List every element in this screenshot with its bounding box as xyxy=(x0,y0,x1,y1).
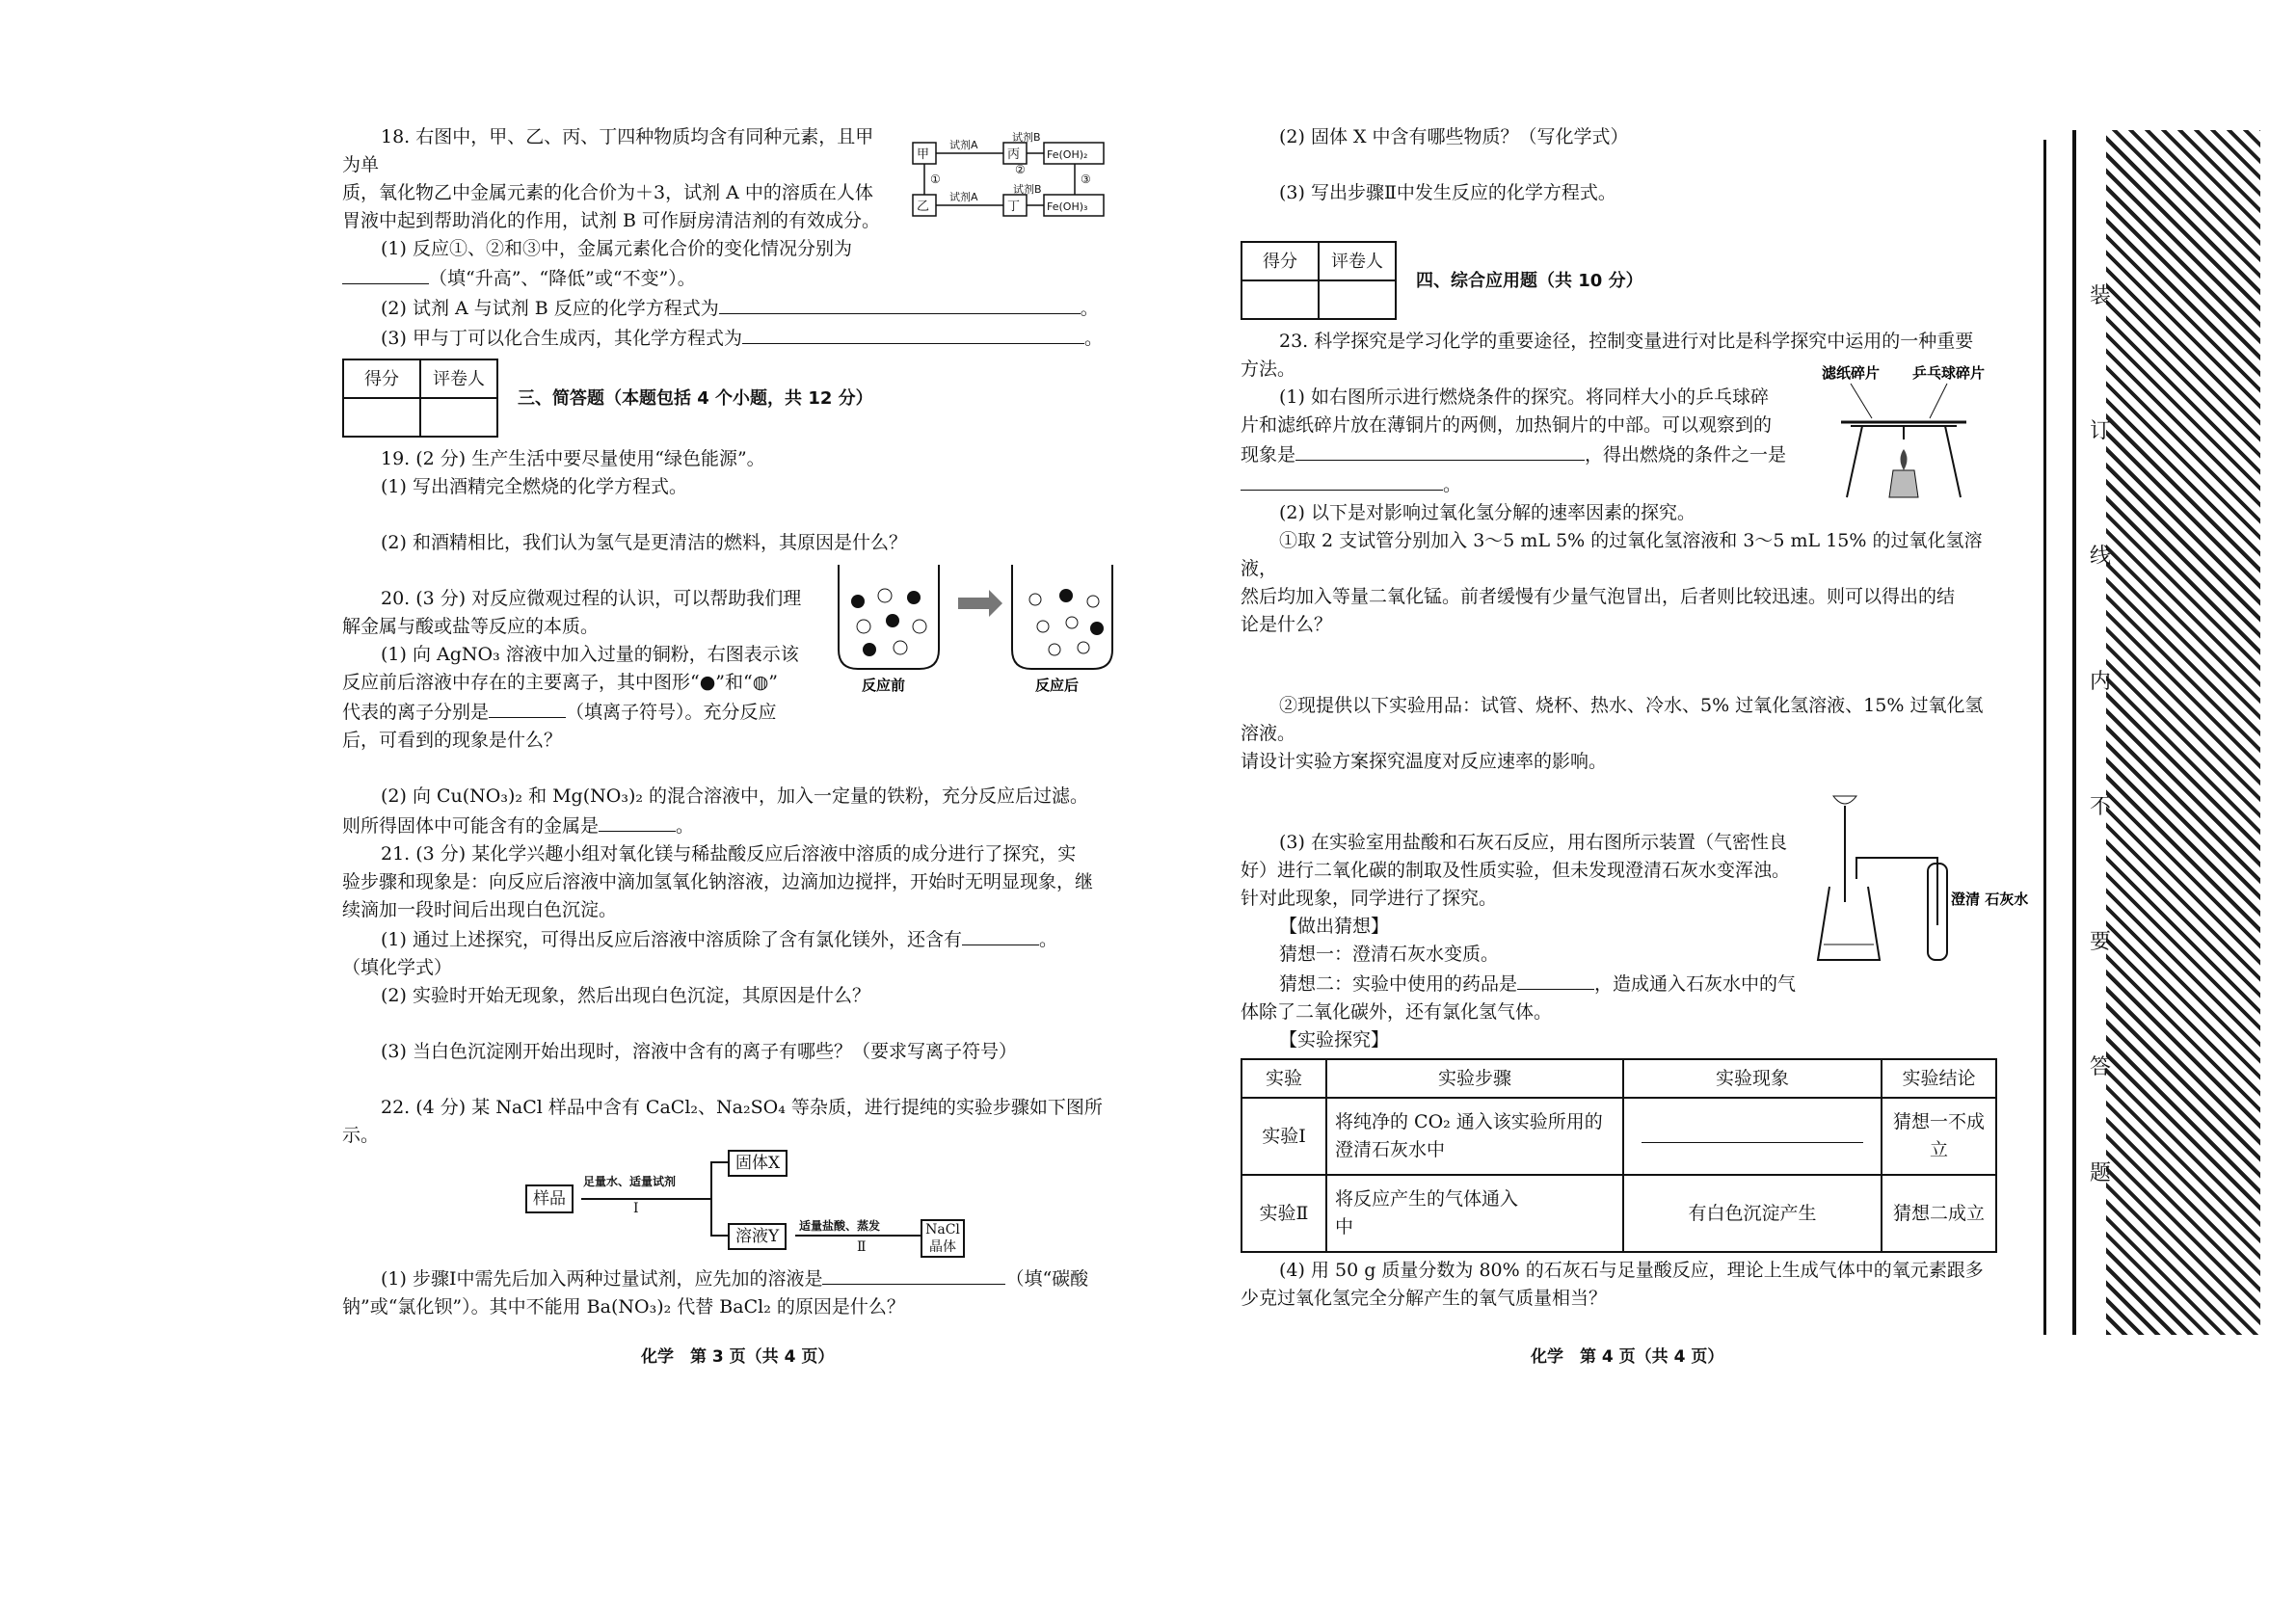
flow-branch xyxy=(710,1161,712,1235)
score-table xyxy=(342,359,498,438)
q21-part-2: (2) 实验时开始无现象，然后出现白色沉淀，其原因是什么？ xyxy=(381,985,870,1006)
flow-nacl-crystal: NaCl 晶体 xyxy=(921,1219,965,1258)
footer-page-3: 化学 第 3 页（共 4 页） xyxy=(641,1347,835,1367)
period: 。 xyxy=(1080,298,1099,319)
flow-roman-1: Ⅰ xyxy=(633,1201,639,1216)
period: 。 xyxy=(1038,929,1057,950)
score-cell[interactable] xyxy=(1241,280,1319,319)
label-feoh2: Fe(OH)₂ xyxy=(1047,148,1088,161)
beaker-after xyxy=(1012,565,1112,669)
q18-part-1b-text: （填“升高”、“降低”或“不变”）。 xyxy=(429,268,696,289)
table-row xyxy=(1241,1175,1996,1252)
binding-line-outer xyxy=(2043,140,2046,1335)
experiment-table xyxy=(1241,1058,1997,1253)
q19-part-1: (1) 写出酒精完全燃烧的化学方程式。 xyxy=(381,476,687,497)
grader-label: 评卷人 xyxy=(1319,242,1396,280)
question-18 xyxy=(342,123,882,235)
q18-part-3-text: (3) 甲与丁可以化合生成丙，其化学方程式为 xyxy=(381,328,742,349)
q23-p1-line-3a: 现象是 xyxy=(1241,444,1296,466)
answer-blank[interactable] xyxy=(1642,1122,1863,1143)
binding-char: 要 xyxy=(2090,930,2112,954)
q23-c1-line-3: 论是什么？ xyxy=(1241,614,1333,635)
binding-char: 线 xyxy=(2090,545,2112,569)
q23-part-2: (2) 以下是对影响过氧化氢分解的速率因素的探究。 xyxy=(1279,502,1695,523)
label-reagent-a-bottom: 试剂A xyxy=(949,191,978,203)
binding-pattern xyxy=(2106,130,2260,1335)
answer-blank[interactable] xyxy=(822,1264,1005,1285)
period: 。 xyxy=(676,815,695,837)
answer-blank[interactable] xyxy=(719,293,1081,314)
q19-part-2: (2) 和酒精相比，我们认为氢气是更清洁的燃料，其原因是什么？ xyxy=(381,532,907,553)
label-jia: 甲 xyxy=(917,147,930,162)
answer-blank[interactable] xyxy=(1517,969,1594,990)
table-header: 实验现象 xyxy=(1623,1059,1882,1098)
reaction-arrow xyxy=(958,590,1002,617)
guess-1: 猜想一：澄清石灰水变质。 xyxy=(1279,944,1500,965)
q20-line-6: 后，可看到的现象是什么？ xyxy=(342,730,563,751)
q23-line-1: 23. 科学探究是学习化学的重要途径，控制变量进行对比是科学探究中运用的一种重要 xyxy=(1279,331,1974,352)
q22-part-1c: 钠”或“氯化钡”）。其中不能用 Ba(NO₃)₂ 代替 BaCl₂ 的原因是什么？ xyxy=(342,1296,905,1317)
q18-part-2 xyxy=(342,293,1108,323)
q23-p3-line-1: (3) 在实验室用盐酸和石灰石反应，用右图所示装置（气密性良 xyxy=(1279,832,1787,853)
q22-flow-diagram xyxy=(342,1150,1108,1264)
flow-arrow-2 xyxy=(795,1235,921,1237)
guess-2b: ，造成通入石灰水中的气 xyxy=(1594,973,1797,995)
answer-blank[interactable] xyxy=(489,697,566,718)
flow-arrow-1 xyxy=(581,1198,711,1200)
flow-step2-label: 适量盐酸、蒸发 xyxy=(799,1219,881,1233)
q18-part-3 xyxy=(342,323,1108,353)
q20-line-5a: 代表的离子分别是 xyxy=(342,702,490,723)
table-header: 实验结论 xyxy=(1882,1059,1996,1098)
guess-2a: 猜想二：实验中使用的药品是 xyxy=(1279,973,1518,995)
q20-part-2b-text: 则所得固体中可能含有的金属是 xyxy=(342,815,600,837)
q23-p1-line-1: (1) 如右图所示进行燃烧条件的探究。将同样大小的乒乓球碎 xyxy=(1279,386,1769,408)
flame xyxy=(1901,449,1908,470)
flow-step1-label: 足量水、适量试剂 xyxy=(583,1175,677,1188)
alcohol-lamp xyxy=(1889,470,1918,497)
q22-stem: 22. (4 分) 某 NaCl 样品中含有 CaCl₂、Na₂SO₄ 等杂质，进行提纯的实验步骤如下图所示。 xyxy=(342,1097,1103,1146)
q21-part-3: (3) 当白色沉淀刚开始出现时，溶液中含有的离子有哪些？（要求写离子符号） xyxy=(381,1041,1017,1062)
q23-co2-apparatus xyxy=(1812,790,2029,969)
flow-sample: 样品 xyxy=(525,1184,574,1213)
label-feoh3: Fe(OH)₃ xyxy=(1047,200,1088,213)
table-cell: 猜想一不成立 xyxy=(1882,1098,1996,1175)
q20-part-2b xyxy=(342,811,1108,840)
q21-part-1 xyxy=(342,924,1108,954)
answer-blank[interactable] xyxy=(599,811,676,832)
guess-2c: 体除了二氧化碳外，还有氯化氢气体。 xyxy=(1241,1001,1553,1023)
table-header-row xyxy=(1241,1059,1996,1098)
score-box-section-3 xyxy=(342,359,1108,438)
binding-margin xyxy=(2043,130,2296,1344)
q18-intro-1: 18. 右图中，甲、乙、丙、丁四种物质均含有同种元素，且甲为单 xyxy=(342,126,874,175)
label-after: 反应后 xyxy=(1035,677,1080,694)
table-cell: 猜想二成立 xyxy=(1882,1175,1996,1252)
period: 。 xyxy=(1083,328,1103,349)
q23-p3-line-2: 好）进行二氧化碳的制取及性质实验，但未发现澄清石灰水变浑浊。 xyxy=(1241,860,1791,881)
score-table xyxy=(1241,241,1397,320)
footer-page-4: 化学 第 4 页（共 4 页） xyxy=(1531,1347,1724,1367)
guess-2 xyxy=(1241,969,1804,998)
answer-blank[interactable] xyxy=(742,323,1084,344)
q22-part-2: (2) 固体 X 中含有哪些物质？（写化学式） xyxy=(1279,126,1629,147)
ions-after xyxy=(1029,589,1104,655)
grader-label: 评卷人 xyxy=(420,359,497,398)
flow-solid-x: 固体X xyxy=(728,1150,788,1177)
q22-part-1b: （填“碳酸 xyxy=(1005,1268,1089,1290)
question-20 xyxy=(342,585,824,755)
q23-p1-line-3 xyxy=(1241,439,1800,469)
binding-char: 订 xyxy=(2090,419,2112,443)
q23-combustion-figure xyxy=(1812,362,2005,507)
guess-title: 【做出猜想】 xyxy=(1279,916,1390,937)
q20-line-5b: （填离子符号）。充分反应 xyxy=(566,702,777,723)
score-box-section-4 xyxy=(1241,241,1997,320)
q18-intro-2: 质，氧化物乙中金属元素的化合价为＋3，试剂 A 中的溶质在人体 xyxy=(342,182,873,203)
q21-line-2: 验步骤和现象是：向反应后溶液中滴加氢氧化钠溶液，边滴加边搅拌，开始时无明显现象，继 xyxy=(342,871,1094,892)
explore-title: 【实验探究】 xyxy=(1279,1029,1390,1051)
table-row xyxy=(1241,1098,1996,1175)
q23-c1-line-2: 然后均加入等量二氧化锰。前者缓慢有少量气泡冒出，后者则比较迅速。则可以得出的结 xyxy=(1241,586,1956,607)
q22-part-3: (3) 写出步骤Ⅱ中发生反应的化学方程式。 xyxy=(1279,182,1616,203)
score-label: 得分 xyxy=(343,359,420,398)
section-4-title: 四、综合应用题（共 10 分） xyxy=(1416,270,1643,291)
label-before: 反应前 xyxy=(862,677,906,694)
q23-c1-line-1: ①取 2 支试管分别加入 3～5 mL 5% 的过氧化氢溶液和 3～5 mL 15% 的过氧化氢溶液， xyxy=(1241,530,1983,579)
q18-part-2-text: (2) 试剂 A 与试剂 B 反应的化学方程式为 xyxy=(381,298,719,319)
binding-char: 不 xyxy=(2090,795,2112,819)
q18-part-1: (1) 反应①、②和③中，金属元素化合价的变化情况分别为 xyxy=(381,238,852,259)
q20-line-4: 反应前后溶液中存在的主要离子，其中图形“●”和“◍” xyxy=(342,672,779,693)
q23-p1-line-2: 片和滤纸碎片放在薄铜片的两侧，加热铜片的中部。可以观察到的 xyxy=(1241,414,1773,436)
q18-relation-diagram xyxy=(911,131,1108,224)
q18-intro-3: 胃液中起到帮助消化的作用，试剂 B 可作厨房清洁剂的有效成分。 xyxy=(342,210,881,231)
binding-line-inner xyxy=(2072,130,2076,1335)
flow-branch-top xyxy=(710,1161,728,1163)
answer-blank[interactable] xyxy=(1241,469,1443,491)
q20-part-2: (2) 向 Cu(NO₃)₂ 和 Mg(NO₃)₂ 的混合溶液中，加入一定量的铁粉，充分反应后过滤。 xyxy=(381,785,1089,807)
score-label: 得分 xyxy=(1241,242,1319,280)
page-3 xyxy=(342,123,1108,1321)
label-bing: 丙 xyxy=(1007,147,1021,162)
q23-c2-line-1: ②现提供以下实验用品：试管、烧杯、热水、冷水、5% 过氧化氢溶液、15% 过氧化氢溶液。 xyxy=(1241,695,1984,744)
flow-solution-y: 溶液Y xyxy=(728,1223,787,1250)
q22-part-1 xyxy=(342,1264,1108,1293)
answer-blank[interactable] xyxy=(962,924,1039,945)
q20-line-1: 20. (3 分) 对反应微观过程的认识，可以帮助我们理 xyxy=(381,588,802,609)
table-header: 实验 xyxy=(1241,1059,1326,1098)
q21-line-3: 续滴加一段时间后出现白色沉淀。 xyxy=(342,899,618,920)
page-4 xyxy=(1241,123,1997,1313)
label-filter-paper: 滤纸碎片 xyxy=(1822,364,1881,382)
q23-p1-line-3b: ，得出燃烧的条件之一是 xyxy=(1585,444,1787,466)
flask xyxy=(1818,887,1880,960)
binding-char: 装 xyxy=(2090,284,2112,308)
q23-part-1 xyxy=(1241,384,1800,499)
leader-2 xyxy=(1930,384,1947,418)
flow-branch-bottom xyxy=(710,1235,728,1237)
binding-char: 内 xyxy=(2090,670,2112,694)
binding-char: 答 xyxy=(2090,1055,2112,1079)
q20-line-5 xyxy=(342,697,824,727)
label-n2: ② xyxy=(1015,163,1026,176)
q21-part-1b: （填化学式） xyxy=(342,957,453,978)
answer-blank[interactable] xyxy=(342,263,429,284)
table-cell: 将反应产生的气体通入 中 xyxy=(1326,1175,1623,1252)
table-cell: 将纯净的 CO₂ 通入该实验所用的澄清石灰水中 xyxy=(1326,1098,1623,1175)
section-3-title: 三、简答题（本题包括 4 个小题，共 12 分） xyxy=(518,387,873,409)
flow-roman-2: Ⅱ xyxy=(857,1239,867,1255)
period: 。 xyxy=(1443,474,1462,495)
q20-line-2: 解金属与酸或盐等反应的本质。 xyxy=(342,616,600,637)
funnel xyxy=(1833,796,1856,804)
q21-line-1: 21. (3 分) 某化学兴趣小组对氧化镁与稀盐酸反应后溶液中溶质的成分进行了探究，实 xyxy=(381,843,1077,865)
q23-part-4-line-2: 少克过氧化氢完全分解产生的氧气质量相当？ xyxy=(1241,1288,1608,1309)
table-header: 实验步骤 xyxy=(1326,1059,1623,1098)
q20-line-3: (1) 向 AgNO₃ 溶液中加入过量的铜粉，右图表示该 xyxy=(381,644,799,665)
q23-part-3 xyxy=(1241,829,1804,1026)
q23-part-4-line-1: (4) 用 50 g 质量分数为 80% 的石灰石与足量酸反应，理论上生成气体中的氧元素跟多 xyxy=(1279,1260,1984,1281)
label-ding: 丁 xyxy=(1007,200,1021,214)
label-reagent-a-top: 试剂A xyxy=(949,139,978,151)
table-cell: 实验Ⅱ xyxy=(1241,1175,1326,1252)
q23-p3-line-3: 针对此现象，同学进行了探究。 xyxy=(1241,888,1498,909)
label-reagent-b-bottom: 试剂B xyxy=(1013,183,1042,196)
label-pingpong: 乒乓球碎片 xyxy=(1912,364,1986,382)
table-cell: 有白色沉淀产生 xyxy=(1623,1175,1882,1252)
label-reagent-b-top: 试剂B xyxy=(1012,131,1041,144)
answer-blank[interactable] xyxy=(1295,439,1585,461)
q23-p1-line-4 xyxy=(1241,469,1800,499)
score-cell[interactable] xyxy=(343,398,420,437)
q23-c2-line-2: 请设计实验方案探究温度对反应速率的影响。 xyxy=(1241,751,1608,772)
table-cell xyxy=(1623,1098,1882,1175)
grader-cell[interactable] xyxy=(1319,280,1396,319)
q19-stem: 19. (2 分) 生产生活中要尽量使用“绿色能源”。 xyxy=(381,448,765,469)
q20-ion-diagram xyxy=(831,563,1120,698)
ions-before xyxy=(851,589,926,656)
label-yi: 乙 xyxy=(917,200,930,214)
q18-part-1b xyxy=(342,263,1108,293)
label-n1: ① xyxy=(930,173,941,186)
table-cell: 实验Ⅰ xyxy=(1241,1098,1326,1175)
label-n3: ③ xyxy=(1081,173,1091,186)
leader-1 xyxy=(1851,384,1872,418)
binding-char: 题 xyxy=(2090,1161,2112,1185)
q22-part-1a: (1) 步骤Ⅰ中需先后加入两种过量试剂，应先加的溶液是 xyxy=(381,1268,823,1290)
q23-line-2: 方法。 xyxy=(1241,359,1296,380)
grader-cell[interactable] xyxy=(420,398,497,437)
label-limewater: 澄清 石灰水 xyxy=(1951,891,2029,908)
q21-part-1-text: (1) 通过上述探究，可得出反应后溶液中溶质除了含有氯化镁外，还含有 xyxy=(381,929,962,950)
